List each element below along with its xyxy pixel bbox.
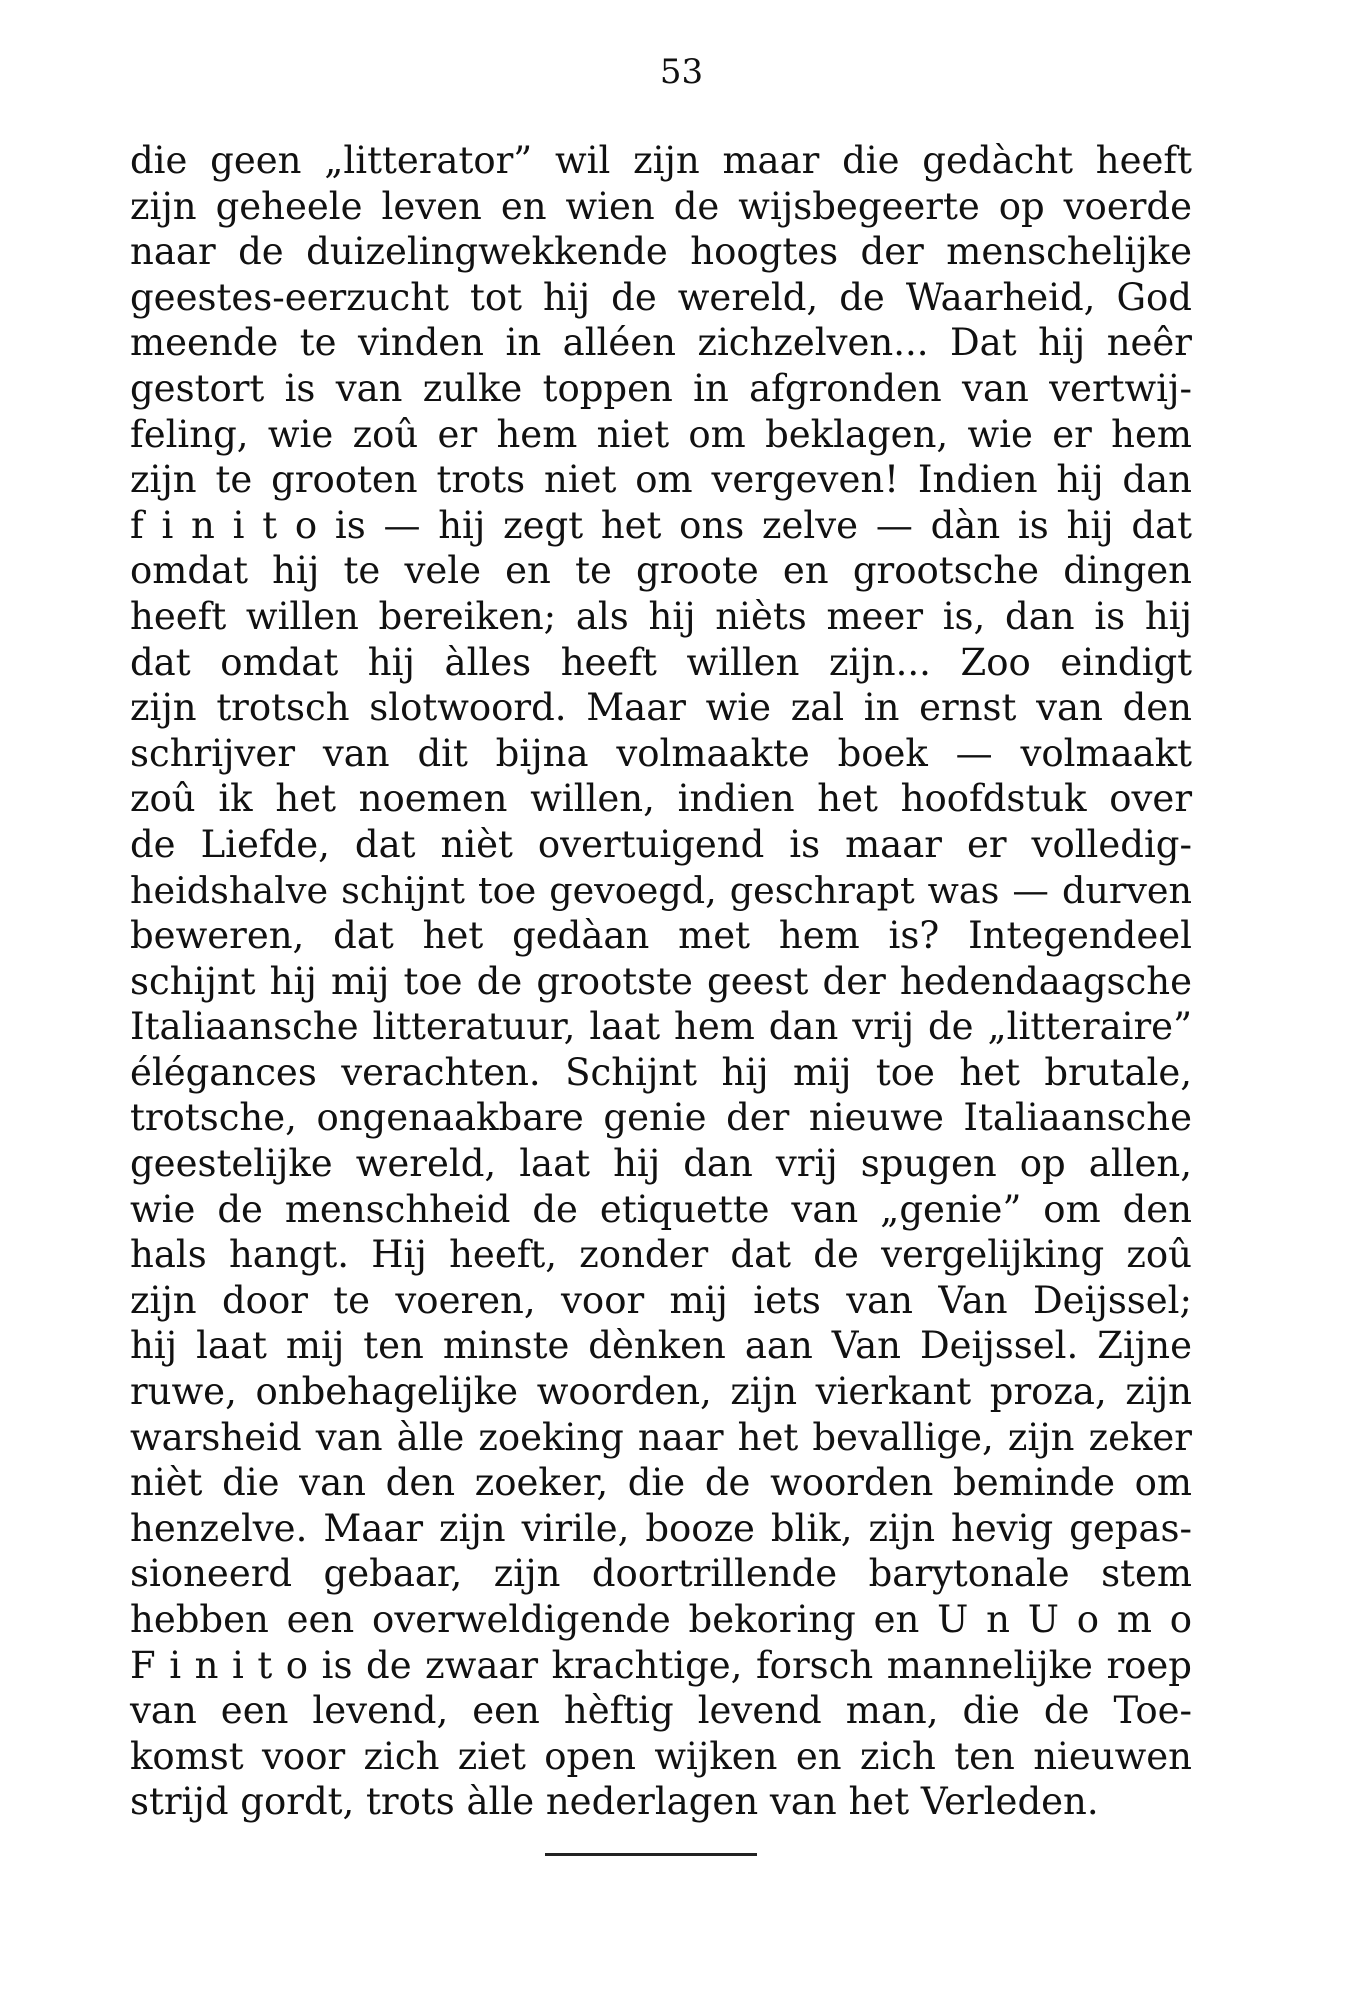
text-line: hij laat mij ten minste dènken aan Van Deijssel. Zijne (130, 1324, 1192, 1368)
text-line: Italiaansche litteratuur, laat hem dan vrij de „litteraire” (130, 1005, 1192, 1049)
text-line: meende te vinden in alléen zichzelven... Dat hij neêr (130, 321, 1192, 365)
text-line: komst voor zich ziet open wijken en zich ten nieuwen (130, 1734, 1192, 1778)
text-line: zijn door te voeren, voor mij iets van Van Deijssel; (130, 1278, 1192, 1322)
text-line: dat omdat hij àlles heeft willen zijn... Zoo eindigt (130, 640, 1192, 684)
text-line: wie de menschheid de etiquette van „genie” om den (130, 1187, 1192, 1231)
text-line: feling, wie zoû er hem niet om beklagen, wie er hem (130, 412, 1192, 456)
text-line: sioneerd gebaar, zijn doortrillende barytonale stem (130, 1552, 1192, 1596)
text-line: warsheid van àlle zoeking naar het bevallige, zijn zeker (130, 1415, 1192, 1459)
text-line: zijn geheele leven en wien de wijsbegeerte op voerde (130, 184, 1192, 228)
text-line: beweren, dat het gedàan met hem is? Integendeel (130, 914, 1192, 958)
text-line: naar de duizelingwekkende hoogtes der menschelijke (130, 230, 1192, 274)
text-line: élégances verachten. Schijnt hij mij toe het brutale, (130, 1050, 1192, 1094)
text-line: omdat hij te vele en te groote en grootsche dingen (130, 549, 1192, 593)
text-line: geestes-eerzucht tot hij de wereld, de Waarheid, God (130, 275, 1192, 319)
text-line: heidshalve schijnt toe gevoegd, geschrapt was — durven (130, 868, 1192, 912)
text-line: heeft willen bereiken; als hij nièts meer is, dan is hij (130, 594, 1192, 638)
text-line: schijnt hij mij toe de grootste geest der hedendaagsche (130, 959, 1192, 1003)
closing-rule-divider (545, 1853, 757, 1856)
text-line: de Liefde, dat nièt overtuigend is maar er volledig- (130, 822, 1192, 866)
text-line: hebben een overweldigende bekoring en U n U o m o (130, 1598, 1192, 1641)
body-text (130, 138, 1192, 1825)
text-line: zijn te grooten trots niet om vergeven! Indien hij dan (130, 458, 1192, 502)
text-line: geestelijke wereld, laat hij dan vrij spugen op allen, (130, 1142, 1192, 1186)
text-line: ruwe, onbehagelijke woorden, zijn vierkant proza, zijn (130, 1370, 1192, 1414)
text-line: f i n i t o is — hij zegt het ons zelve — dàn is hij dat (130, 503, 1192, 547)
text-line: zijn trotsch slotwoord. Maar wie zal in ernst van den (130, 686, 1192, 730)
text-line: schrijver van dit bijna volmaakte boek — volmaakt (130, 731, 1192, 775)
text-line: F i n i t o is de zwaar krachtige, forsch mannelijke roep (130, 1643, 1192, 1687)
text-line: hals hangt. Hij heeft, zonder dat de vergelijking zoû (130, 1233, 1192, 1277)
page-number: 53 (659, 52, 704, 92)
text-line: gestort is van zulke toppen in afgronden van vertwij- (130, 366, 1192, 410)
text-line-last: strijd gordt, trots àlle nederlagen van het Verleden. (130, 1780, 1099, 1824)
text-line: henzelve. Maar zijn virile, booze blik, zijn hevig gepas- (130, 1506, 1192, 1550)
text-line: nièt die van den zoeker, die de woorden beminde om (130, 1461, 1192, 1505)
text-line: trotsche, ongenaakbare genie der nieuwe Italiaansche (130, 1096, 1192, 1140)
text-line: van een levend, een hèftig levend man, die de Toe- (130, 1689, 1192, 1733)
text-line: die geen „litterator” wil zijn maar die gedàcht heeft (130, 139, 1192, 182)
text-line: zoû ik het noemen willen, indien het hoofdstuk over (130, 777, 1192, 821)
